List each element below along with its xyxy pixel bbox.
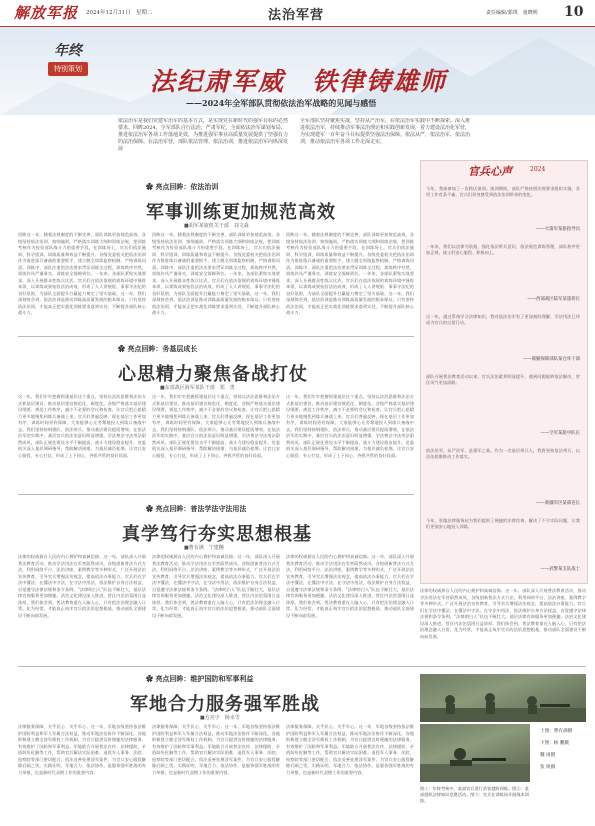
sidebar-year: 2024 <box>530 166 546 173</box>
article-4-tag-text: 亮点回眸：维护国防和军事利益 <box>155 674 254 683</box>
sidebar-entry: 这一年，通过系统学习法律知识，我对依法治军有了更深刻的理解，学法用法已经成为官兵的自觉行动。 <box>426 314 580 326</box>
article-1-col-1: 回眸这一年，随着法规制度的不断完善，部队训练更加规范高效。各级坚持依法治训、按纲施训，严格落实训练大纲和训练法规，把训练考核作为检验部队战斗力的重要手段。在训练场上，官兵们依法施训、科学组训，训练质量和效益不断提升。各级党委机关把依法治训作为推进练兵备战的重要抓手，建立健全训练监察机制，严格训练问责。训练中，部队注重把法治要求贯穿训练全过程，训练秩序井然，训练作风严谨务实，训练安全保障到位。一年来，各部队紧贴实战要求，深入开展群众性练兵比武，官兵们在依法依规的训练环境中锤炼本领，以训练成果检验法治成效，形成了人人讲规矩、事事守法纪的良好氛围，为部队全面提升打赢能力奠定了坚实基础。这一年，我们深刻体会到，依法治训是推动训练高质量发展的根本保证，只有坚持依法治训，才能真正把实战化训练要求落到实处，不断提升部队核心战斗力。 <box>18 232 146 315</box>
article-2-tag: ✿ 亮点回眸：务基层成长 <box>118 344 198 353</box>
training-photo-1 <box>420 674 586 722</box>
article-1-col-3: 回眸这一年，随着法规制度的不断完善，部队训练更加规范高效。各级坚持依法治训、按纲施训，严格落实训练大纲和训练法规，把训练考核作为检验部队战斗力的重要手段。在训练场上，官兵们依法施训、科学组训，训练质量和效益不断提升。各级党委机关把依法治训作为推进练兵备战的重要抓手，建立健全训练监察机制，严格训练问责。训练中，部队注重把法治要求贯穿训练全过程，训练秩序井然，训练作风严谨务实，训练安全保障到位。一年来，各部队紧贴实战要求，深入开展群众性练兵比武，官兵们在依法依规的训练环境中锤炼本领，以训练成果检验法治成效，形成了人人讲规矩、事事守法纪的良好氛围，为部队全面提升打赢能力奠定了坚实基础。这一年，我们深刻体会到，依法治训是推动训练高质量发展的根本保证，只有坚持依法治训，才能真正把实战化训练要求落到实处，不断提升部队核心战斗力。 <box>286 232 414 315</box>
sidebar-entry: 今年，驻地法律服务站为我们提供了便捷的法律咨询，解决了不少实际问题，让我们更加安心地投入训练。 <box>426 518 580 530</box>
article-3-col-3: 法律的权威源自人民的内心拥护和真诚信仰。这一年，部队深入开展普法教育活动，推动学法用法在军营蔚然成风。各级创新普法方式方法，利用网络平台、法治讲座、案例教学等多种形式，广泛开展法治宣传教育，引导官兵增强法治观念，提高依法办事能力。官兵们在学法中懂法，在懂法中守法，在守法中用法，依法维护自身合法权益，自觉遵守法律法规和条令条例。“法律明白人”队伍不断壮大，基层法律咨询服务更加便捷。法治文化建设深入推进，营区内法治氛围日益浓厚。我们体会到，普法教育重在入脑入心，只有把法治理念融入日常、化为经常，才能真正筑牢官兵的法治思想根基，推动部队全面建设不断向前发展。 <box>286 554 414 618</box>
newspaper-logo: 解放军报 <box>14 4 79 22</box>
photo-credit: 张 锐摄 <box>540 765 556 770</box>
photo-caption: 图①：年终考核中，某部官兵进行武装越野训练。图②：某部组织法律知识竞赛活动。图③：官兵在训练场开展战术训练。 <box>420 786 529 803</box>
field-exercise-illustration <box>420 724 530 782</box>
article-3-tag-text: 亮点回眸：普法学法守法用法 <box>155 504 247 513</box>
dateline: 2024年12月31日 星期二 <box>86 10 153 16</box>
photo-credit: 魏 岗摄 <box>540 753 556 758</box>
article-4-title: 军地合力服务强军胜战 <box>130 694 320 715</box>
article-1-col-2: 回眸这一年，随着法规制度的不断完善，部队训练更加规范高效。各级坚持依法治训、按纲施训，严格落实训练大纲和训练法规，把训练考核作为检验部队战斗力的重要手段。在训练场上，官兵们依法施训、科学组训，训练质量和效益不断提升。各级党委机关把依法治训作为推进练兵备战的重要抓手，建立健全训练监察机制，严格训练问责。训练中，部队注重把法治要求贯穿训练全过程，训练秩序井然，训练作风严谨务实，训练安全保障到位。一年来，各部队紧贴实战要求，深入开展群众性练兵比武，官兵们在依法依规的训练环境中锤炼本领，以训练成果检验法治成效，形成了人人讲规矩、事事守法纪的良好氛围，为部队全面提升打赢能力奠定了坚实基础。这一年，我们深刻体会到，依法治训是推动训练高质量发展的根本保证，只有坚持依法治训，才能真正把实战化训练要求落到实处，不断提升部队核心战斗力。 <box>152 232 280 315</box>
article-3-tag: ✿ 亮点回眸：普法学法守法用法 <box>146 504 247 513</box>
sidebar-entry-signature: ——火箭军某旅指导员 <box>536 227 580 232</box>
article-1-byline: ■胡军某旅机关干部 刘文淼 <box>184 223 249 229</box>
article-2-col-3: 这一年，我们牢牢把握抓建基层这个重点，坚持以法治思维和法治方式抓基层建设，推动基层建设规范化、制度化。各级严格落实基层建设纲要，规范工作秩序，减少不必要的会议和检查，让官兵把心思精力更多地聚焦到练兵备战上来。官兵们普遍反映，现在基层工作更加有序，训练时间更有保障，大家能够心无旁骛地投入到练兵备战中去。我们坚持按纲建队、依法带兵，推动基层建设提质增效。在依法治军的实践中，基层官兵的法治意识明显增强，学法尊法守法用法蔚然成风，部队正规化建设水平不断提高，战斗力建设稳步提升。党委机关深入基层调研指导，帮助解决困难，为基层减负松绑，让官兵安心服役、专心打仗，形成了上下同心、齐抓共管的良好局面。 <box>286 394 414 458</box>
article-4-col-3: 法律服务保障，关乎民心、关乎军心。这一年，军地各级坚持依法维护国防利益和军人军属合法权益，推动军地法治协作不断深化。各地积极建立健全涉军维权工作机制，为官兵提供及时便捷的法律服务，有效维护了国防和军事利益。军地联合开展普法宣传、法律援助、矛盾纠纷化解等工作，帮助官兵解决实际困难。退役军人事务、法院、检察院等部门密切配合，依法妥善处理涉军案件，为官兵安心服役解除后顾之忧。实践证明，军地合力、依法协作，是服务强军胜战的有力举措，也是新时代双拥工作的重要内容。 <box>286 724 414 775</box>
feature-tag: 特别策划 <box>48 62 88 76</box>
lead-paragraph-left: 依法治军是我们党建军治军的基本方式，是实现党在新时代的强军目标的必然要求。回眸2024，全军部队自行法治，严肃军纪，全面依法治军谋划布局，推进依法治军各项工作落地见效，为推进强军事业高质量发展提供了坚强有力的法治保障。在法治军营，部队依法管理、依法治训，推进依法治军向纵深发展 <box>118 118 288 152</box>
divider-3 <box>18 666 586 667</box>
section-title: 法治军营 <box>268 8 325 23</box>
article-4-col-1: 法律服务保障，关乎民心、关乎军心。这一年，军地各级坚持依法维护国防利益和军人军属合法权益，推动军地法治协作不断深化。各地积极建立健全涉军维权工作机制，为官兵提供及时便捷的法律服务，有效维护了国防和军事利益。军地联合开展普法宣传、法律援助、矛盾纠纷化解等工作，帮助官兵解决实际困难。退役军人事务、法院、检察院等部门密切配合，依法妥善处理涉军案件，为官兵安心服役解除后顾之忧。实践证明，军地合力、依法协作，是服务强军胜战的有力举措，也是新时代双拥工作的重要内容。 <box>18 724 146 775</box>
divider-2 <box>18 494 414 495</box>
sidebar-entry: 部队开展普法教育活动以来，官兵法治素养明显提升，遇到问题能够依法解决，营区风气更加清朗。 <box>426 374 580 386</box>
main-subtitle: ——2024年全军部队贯彻依法治军战略的见闻与感悟 <box>186 98 377 108</box>
page-number: 10 <box>564 4 584 20</box>
article-3-title: 真学笃行夯实思想根基 <box>122 524 312 545</box>
sidebar-entry: 依法治军，从严治军，是强军之基。作为一名基层带兵人，我将坚持依法带兵，以法治思维推动工作落实。 <box>426 448 580 460</box>
article-4-tag: ✿ 亮点回眸：维护国防和军事利益 <box>146 674 254 683</box>
sidebar-entry: 一年来，我们以法律为依据，强化依法带兵意识，依法规范训练管理，部队秩序更加正规，战士们安心服役、积极向上。 <box>426 244 580 256</box>
photo-credit: 下图：杨 鹏摄 <box>540 741 570 746</box>
sidebar-entry-signature: ——新疆军区某部连长 <box>536 501 580 506</box>
training-photo-2 <box>420 724 530 782</box>
photo-credit: 上图：曹有满摄 <box>540 729 573 734</box>
article-3-col-4: 法律的权威源自人民的内心拥护和真诚信仰。这一年，部队深入开展普法教育活动，推动学法用法在军营蔚然成风。各级创新普法方式方法，利用网络平台、法治讲座、案例教学等多种形式，广泛开展法治宣传教育，引导官兵增强法治观念，提高依法办事能力。官兵们在学法中懂法，在懂法中守法，在守法中用法，依法维护自身合法权益，自觉遵守法律法规和条令条例。“法律明白人”队伍不断壮大，基层法律咨询服务更加便捷。法治文化建设深入推进，营区内法治氛围日益浓厚。我们体会到，普法教育重在入脑入心，只有把法治理念融入日常、化为经常，才能真正筑牢官兵的法治思想根基，推动部队全面建设不断向前发展。 <box>420 588 586 639</box>
article-2-byline: ■东部战区海军某队干部 郑 勇 <box>160 385 235 391</box>
article-2-col-1: 这一年，我们牢牢把握抓建基层这个重点，坚持以法治思维和法治方式抓基层建设，推动基层建设规范化、制度化。各级严格落实基层建设纲要，规范工作秩序，减少不必要的会议和检查，让官兵把心思精力更多地聚焦到练兵备战上来。官兵们普遍反映，现在基层工作更加有序，训练时间更有保障，大家能够心无旁骛地投入到练兵备战中去。我们坚持按纲建队、依法带兵，推动基层建设提质增效。在依法治军的实践中，基层官兵的法治意识明显增强，学法尊法守法用法蔚然成风，部队正规化建设水平不断提高，战斗力建设稳步提升。党委机关深入基层调研指导，帮助解决困难，为基层减负松绑，让官兵安心服役、专心打仗，形成了上下同心、齐抓共管的良好局面。 <box>18 394 146 458</box>
article-1-tag: ✿ 亮点回眸：依法治训 <box>146 182 219 191</box>
article-3-byline: ■曹有满 宁建穗 <box>184 545 224 551</box>
main-headline: 法纪肃军威 铁律铸雄师 <box>150 67 448 96</box>
article-3-col-1: 法律的权威源自人民的内心拥护和真诚信仰。这一年，部队深入开展普法教育活动，推动学法用法在军营蔚然成风。各级创新普法方式方法，利用网络平台、法治讲座、案例教学等多种形式，广泛开展法治宣传教育，引导官兵增强法治观念，提高依法办事能力。官兵们在学法中懂法，在懂法中守法，在守法中用法，依法维护自身合法权益，自觉遵守法律法规和条令条例。“法律明白人”队伍不断壮大，基层法律咨询服务更加便捷。法治文化建设深入推进，营区内法治氛围日益浓厚。我们体会到，普法教育重在入脑入心，只有把法治理念融入日常、化为经常，才能真正筑牢官兵的法治思想根基，推动部队全面建设不断向前发展。 <box>18 554 146 618</box>
kicker-label: 年终 <box>54 43 82 59</box>
article-4-col-2: 法律服务保障，关乎民心、关乎军心。这一年，军地各级坚持依法维护国防利益和军人军属合法权益，推动军地法治协作不断深化。各地积极建立健全涉军维权工作机制，为官兵提供及时便捷的法律服务，有效维护了国防和军事利益。军地联合开展普法宣传、法律援助、矛盾纠纷化解等工作，帮助官兵解决实际困难。退役军人事务、法院、检察院等部门密切配合，依法妥善处理涉军案件，为官兵安心服役解除后顾之忧。实践证明，军地合力、依法协作，是服务强军胜战的有力举措，也是新时代双拥工作的重要内容。 <box>152 724 280 775</box>
divider-1 <box>18 336 414 337</box>
article-4-byline: ■方亮宇 杨水雪 <box>200 715 240 721</box>
sidebar-entry-signature: ——西部战区陆军某旅班长 <box>527 297 580 302</box>
soldiers-illustration <box>420 674 586 722</box>
sidebar-entry-signature: ——空军某旅中队长 <box>540 431 580 436</box>
article-1-tag-text: 亮点回眸：依法治训 <box>155 182 219 191</box>
sidebar-title: 官兵心声 <box>468 165 512 178</box>
article-2-title: 心思精力聚焦备战打仗 <box>118 364 308 385</box>
editors-line: 责任编辑/郭琪 童晓明 <box>486 10 538 16</box>
sidebar-entry-signature: ——联勤保障部队某仓库干部 <box>522 357 580 362</box>
article-2-col-2: 这一年，我们牢牢把握抓建基层这个重点，坚持以法治思维和法治方式抓基层建设，推动基层建设规范化、制度化。各级严格落实基层建设纲要，规范工作秩序，减少不必要的会议和检查，让官兵把心思精力更多地聚焦到练兵备战上来。官兵们普遍反映，现在基层工作更加有序，训练时间更有保障，大家能够心无旁骛地投入到练兵备战中去。我们坚持按纲建队、依法带兵，推动基层建设提质增效。在依法治军的实践中，基层官兵的法治意识明显增强，学法尊法守法用法蔚然成风，部队正规化建设水平不断提高，战斗力建设稳步提升。党委机关深入基层调研指导，帮助解决困难，为基层减负松绑，让官兵安心服役、专心打仗，形成了上下同心、齐抓共管的良好局面。 <box>152 394 280 458</box>
sidebar-entry: 今年，我部参加了一次跨区演训。演训期间，部队严格按照法规要求组织实施，各项工作有条不紊，官兵们切身感受到依法治训带来的变化。 <box>426 186 580 198</box>
sidebar-entry-signature: ——武警某支队战士 <box>540 567 580 572</box>
lead-paragraph-right: 全军部队坚持聚焦实战，坚持从严治军，在依法治军实践中不断探索。深入推进依法治军，持续推动军事法治理论和实践创新发展，着力建设法治化军营，为实现建军一百年奋斗目标提供坚强法治保障。依法从严，依法治军、依法治训，推动依法治军各项工作走深走实。 <box>300 118 470 145</box>
article-2-tag-text: 亮点回眸：务基层成长 <box>127 344 198 353</box>
article-3-col-2: 法律的权威源自人民的内心拥护和真诚信仰。这一年，部队深入开展普法教育活动，推动学法用法在军营蔚然成风。各级创新普法方式方法，利用网络平台、法治讲座、案例教学等多种形式，广泛开展法治宣传教育，引导官兵增强法治观念，提高依法办事能力。官兵们在学法中懂法，在懂法中守法，在守法中用法，依法维护自身合法权益，自觉遵守法律法规和条令条例。“法律明白人”队伍不断壮大，基层法律咨询服务更加便捷。法治文化建设深入推进，营区内法治氛围日益浓厚。我们体会到，普法教育重在入脑入心，只有把法治理念融入日常、化为经常，才能真正筑牢官兵的法治思想根基，推动部队全面建设不断向前发展。 <box>152 554 280 618</box>
article-1-title: 军事训练更加规范高效 <box>146 202 336 223</box>
